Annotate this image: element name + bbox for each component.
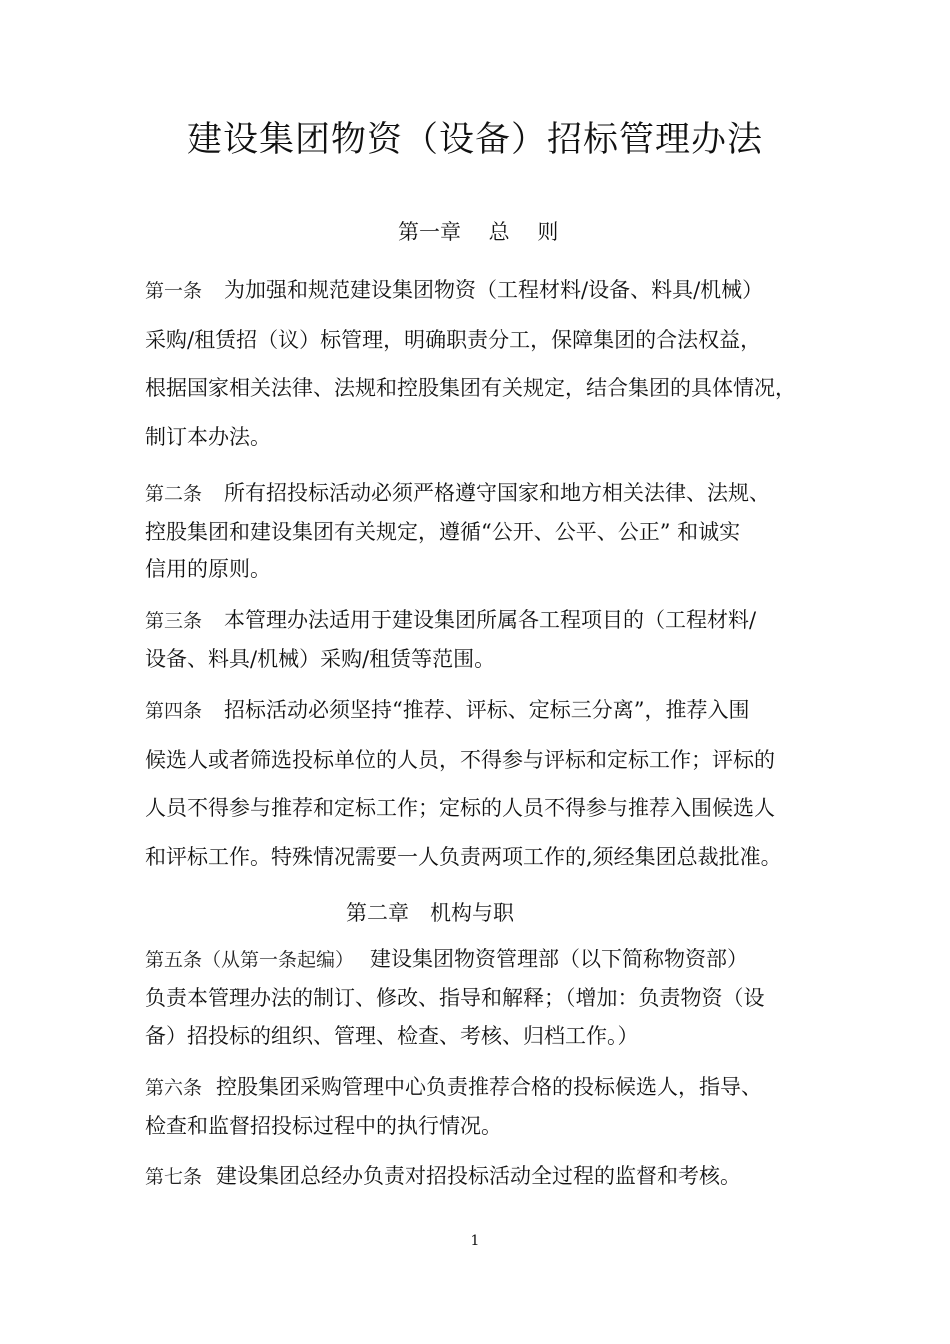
article-7-line-1: 第七条 建设集团总经办负责对招投标活动全过程的监督和考核。 — [145, 1164, 742, 1188]
article-6-line-1: 第六条 控股集团采购管理中心负责推荐合格的投标候选人，指导、 — [145, 1075, 763, 1099]
article-4-line-2: 候选人或者筛选投标单位的人员，不得参与评标和定标工作；评标的 — [145, 747, 775, 772]
chapter-heading-2: 第二章 机构与职 — [346, 901, 514, 925]
document-title: 建设集团物资（设备）招标管理办法 — [186, 120, 763, 160]
article-2-lead: 第二条 — [145, 483, 203, 505]
article-4-line-1: 第四条 招标活动必须坚持“推荐、评标、定标三分离”，推荐入围 — [145, 698, 750, 722]
article-3-line-1: 第三条 本管理办法适用于建设集团所属各工程项目的（工程材料/ — [145, 608, 757, 632]
article-4-lead: 第四条 — [145, 700, 203, 722]
article-2-line-3: 信用的原则。 — [145, 557, 271, 581]
article-5-line-1: 第五条（从第一条起编） 建设集团物资管理部（以下简称物资部） — [145, 947, 749, 971]
page-number: 1 — [470, 1233, 480, 1249]
article-7 — [145, 1157, 810, 1196]
article-6-lead: 第六条 — [145, 1077, 203, 1099]
article-1 — [145, 266, 810, 461]
article-1-line-2: 采购/租赁招（议）标管理，明确职责分工，保障集团的合法权益， — [145, 327, 762, 352]
article-5-line-2: 负责本管理办法的制订、修改、指导和解释；（增加：负责物资（设 — [145, 986, 765, 1010]
article-3-line-2: 设备、料具/机械）采购/租赁等范围。 — [145, 646, 496, 671]
article-6-line-2: 检查和监督招投标过程中的执行情况。 — [145, 1114, 502, 1138]
article-7-lead: 第七条 — [145, 1166, 203, 1188]
article-1-line-3: 根据国家相关法律、法规和控股集团有关规定，结合集团的具体情况， — [145, 376, 796, 401]
article-1-lead: 第一条 — [145, 280, 203, 302]
article-4 — [145, 686, 810, 881]
article-6 — [145, 1068, 810, 1145]
article-2-line-1: 第二条 所有招投标活动必须严格遵守国家和地方相关法律、法规、 — [145, 481, 771, 505]
article-5-lead: 第五条（从第一条起编） — [145, 949, 355, 971]
article-5 — [145, 940, 810, 1055]
article-1-line-1: 第一条 为加强和规范建设集团物资（工程材料/设备、料具/机械） — [145, 278, 764, 302]
article-2-line-2: 控股集团和建设集团有关规定，遵循“公开、公平、公正” 和诚实 — [145, 519, 741, 544]
chapter-heading-1: 第一章 总 则 — [398, 220, 559, 244]
article-5-line-3: 备）招投标的组织、管理、检查、考核、归档工作。） — [145, 1024, 639, 1048]
article-3 — [145, 602, 810, 678]
article-3-lead: 第三条 — [145, 610, 203, 632]
article-2 — [145, 475, 810, 589]
article-4-line-4: 和评标工作。特殊情况需要一人负责两项工作的,须经集团总裁批准。 — [145, 844, 782, 869]
article-1-line-4: 制订本办法。 — [145, 424, 271, 449]
article-4-line-3: 人员不得参与推荐和定标工作；定标的人员不得参与推荐入围候选人 — [145, 796, 775, 821]
